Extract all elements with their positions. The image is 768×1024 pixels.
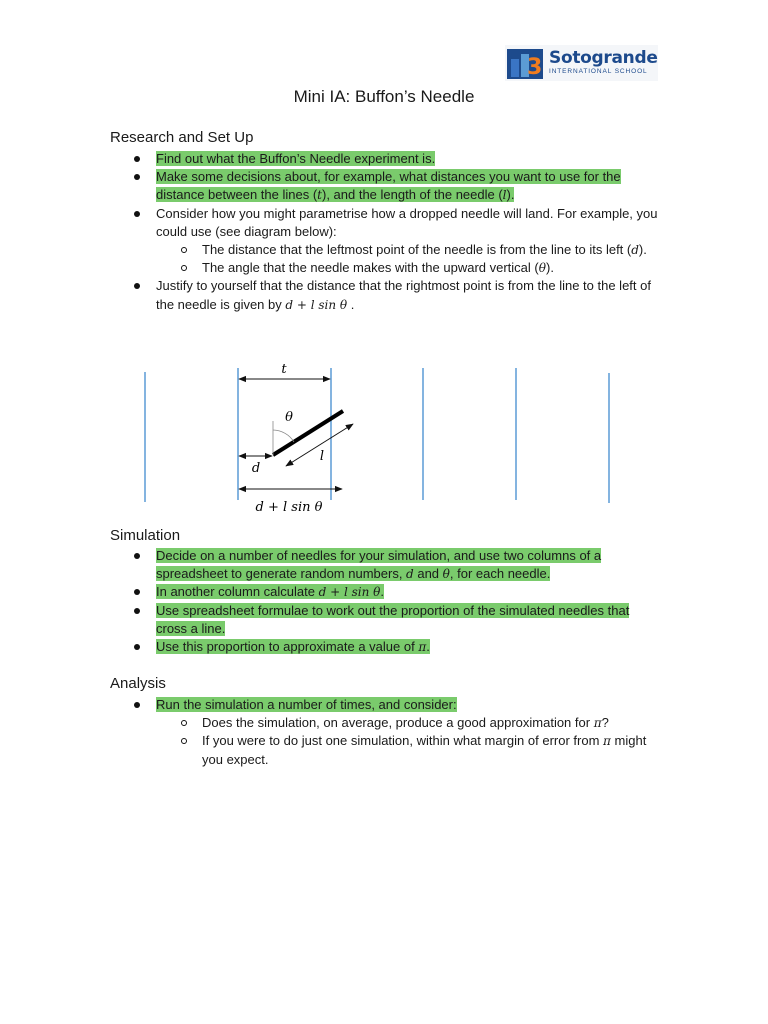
list-item — [156, 696, 661, 769]
list-item — [156, 583, 661, 601]
research-list — [156, 150, 661, 314]
text: , for each needle. — [449, 566, 551, 582]
heading-analysis: Analysis — [110, 675, 166, 692]
angle-arc — [273, 430, 294, 442]
text: If you were to do just one simulation, within what margin of error from — [202, 733, 604, 749]
label-theta: θ — [285, 410, 293, 425]
logo-subtitle: INTERNATIONAL SCHOOL — [549, 68, 648, 76]
research-sublist — [156, 241, 661, 277]
text: and — [413, 566, 443, 582]
simulation-item-2 — [156, 584, 384, 599]
text: . — [426, 639, 430, 655]
text: . — [380, 584, 385, 600]
text: ), and the length of the needle ( — [321, 187, 503, 203]
text: ). — [545, 260, 554, 276]
heading-simulation: Simulation — [110, 527, 181, 544]
text: ? — [601, 715, 609, 731]
math-theta: θ — [538, 261, 546, 276]
text: In another column calculate — [156, 584, 319, 600]
research-item-1: Find out what the Buffon’s Needle experiment is. — [156, 151, 436, 166]
research-item-4: Justify to yourself that the distance that the rightmost point is from the line to the left of the needle is given by — [156, 278, 651, 312]
analysis-sublist — [156, 714, 661, 769]
text: Decide on a number of needles for your simulation, and use two columns of a spreadsheet to generate random numbers, — [156, 548, 602, 582]
label-d: d — [251, 461, 261, 476]
research-item-2 — [156, 169, 621, 202]
logo-name: Sotogrande — [549, 48, 658, 69]
svg-text:3: 3 — [527, 55, 543, 80]
math-pi: π — [593, 716, 602, 731]
math-pi: π — [418, 640, 427, 655]
list-item — [156, 638, 661, 656]
label-expression: d + l sin θ — [255, 500, 323, 515]
list-item — [156, 547, 661, 583]
list-item — [156, 277, 661, 313]
text: The distance that the leftmost point of the needle is from the line to its left ( — [202, 242, 632, 258]
math-pi: π — [603, 734, 611, 749]
sub-list-item — [202, 241, 661, 259]
sub-list-item — [202, 714, 661, 732]
text: The angle that the needle makes with the upward vertical ( — [202, 260, 539, 276]
math-expression: d + l sin θ — [285, 297, 348, 312]
sub-list-item — [202, 732, 661, 768]
needle-diagram — [0, 355, 768, 520]
math-d: d — [631, 243, 639, 258]
simulation-list — [156, 547, 661, 656]
text: ). — [638, 242, 647, 258]
needle — [273, 411, 343, 455]
page-title: Mini IA: Buffon’s Needle — [293, 87, 475, 106]
list-item — [156, 150, 661, 168]
analysis-item-1: Run the simulation a number of times, and consider: — [156, 697, 457, 712]
sub-list-item — [202, 259, 661, 277]
text: might you expect. — [202, 733, 647, 767]
research-item-3: Consider how you might parametrise how a dropped needle will land. For example, you could use (see diagram below): — [156, 205, 658, 239]
simulation-item-3: Use spreadsheet formulae to work out the proportion of the simulated needles that cross a line. — [156, 602, 630, 636]
simulation-item-4 — [156, 639, 430, 654]
heading-research: Research and Set Up — [110, 129, 254, 146]
analysis-list — [156, 696, 661, 769]
list-item — [156, 168, 661, 204]
math-expression: d + l sin θ — [318, 585, 381, 600]
math-t: t — [317, 188, 322, 203]
text: Use this proportion to approximate a value of — [156, 639, 419, 655]
text: . — [347, 296, 355, 312]
text: Make some decisions about, for example, what distances you want to use for the distance between the lines ( — [156, 169, 621, 203]
list-item — [156, 205, 661, 278]
label-t: t — [281, 362, 287, 377]
label-l: l — [319, 449, 325, 464]
list-item — [156, 602, 661, 638]
school-crest-icon — [505, 45, 545, 81]
text: ). — [506, 187, 515, 203]
school-logo — [505, 45, 658, 81]
text: Does the simulation, on average, produce a good approximation for — [202, 715, 594, 731]
math-theta: θ — [442, 567, 450, 582]
simulation-item-1 — [156, 548, 601, 581]
math-d: d — [406, 567, 414, 582]
math-l: l — [502, 188, 507, 203]
